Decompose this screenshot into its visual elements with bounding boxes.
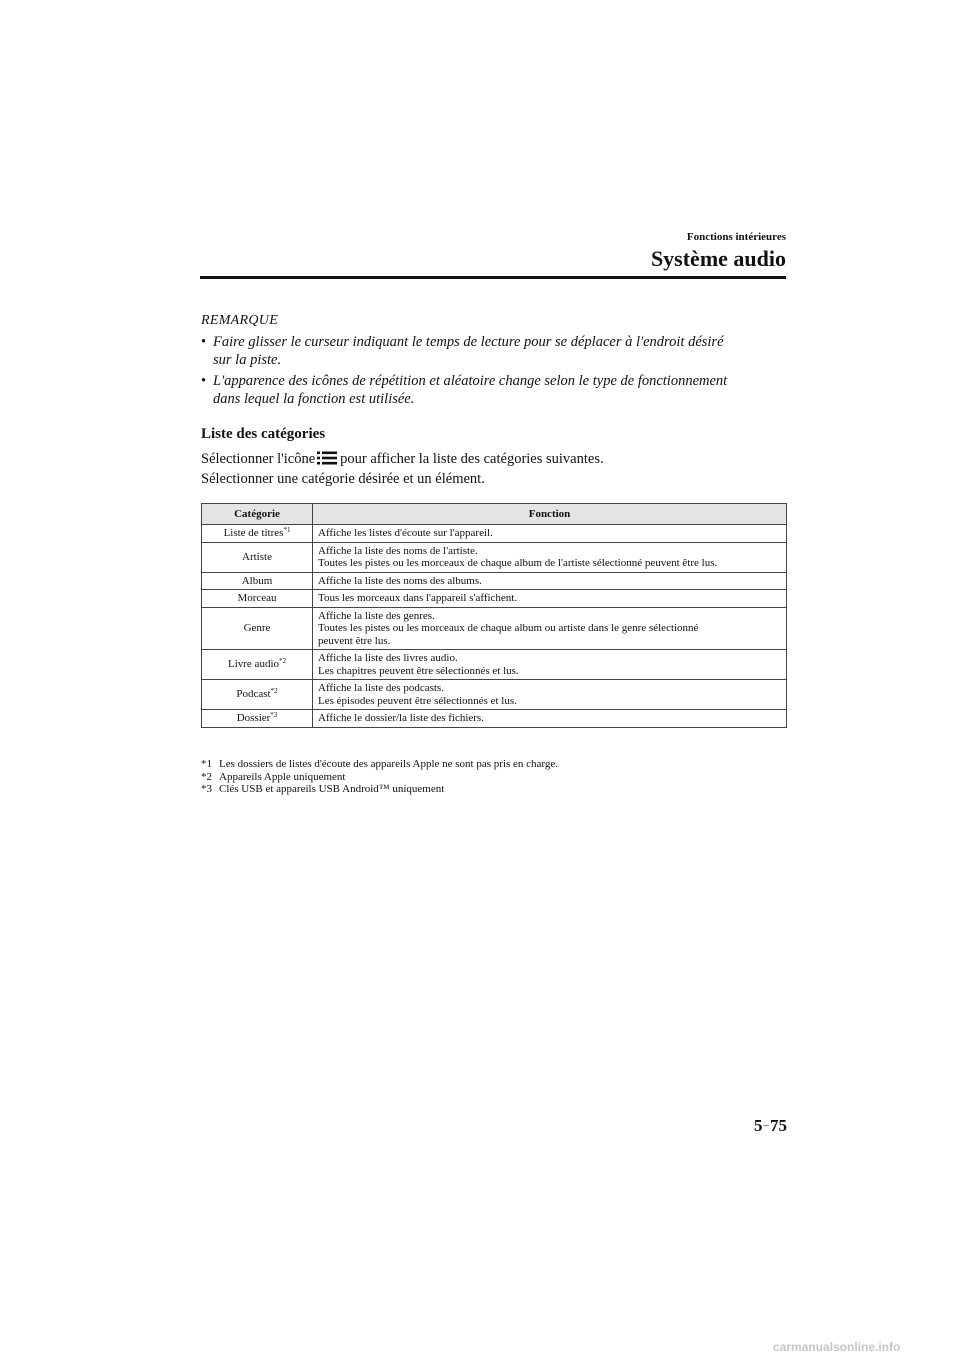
footnote bbox=[201, 771, 558, 784]
category-cell bbox=[202, 542, 313, 572]
note-item-line: Faire glisser le curseur indiquant le temps de lecture pour se déplacer à l'endroit désiré bbox=[213, 334, 724, 350]
category-cell bbox=[202, 680, 313, 710]
function-cell bbox=[313, 542, 787, 572]
table-header-row bbox=[202, 504, 787, 525]
table-row bbox=[202, 525, 787, 543]
function-line: Les épisodes peuvent être sélectionnés et lus. bbox=[318, 694, 517, 707]
footnote-mark: *2 bbox=[201, 770, 212, 783]
function-cell bbox=[313, 525, 787, 543]
running-header bbox=[651, 231, 786, 272]
footnote-reference: *1 bbox=[283, 526, 291, 534]
note-item bbox=[201, 372, 787, 408]
category-label: Podcast bbox=[236, 688, 271, 701]
function-line: Toutes les pistes ou les morceaux de chaque album ou artiste dans le genre sélectionné bbox=[318, 622, 699, 634]
function-line: Affiche les listes d'écoute sur l'appareil. bbox=[318, 527, 493, 539]
table-row bbox=[202, 650, 787, 680]
function-line: Affiche la liste des livres audio. bbox=[318, 652, 458, 664]
chapter-title: Système audio bbox=[650, 246, 786, 271]
footnote-mark: *1 bbox=[201, 758, 212, 770]
category-label: Genre bbox=[243, 622, 271, 634]
intro-text: pour afficher la liste des catégories suivantes. bbox=[340, 451, 604, 467]
category-cell bbox=[202, 607, 313, 650]
function-line: Affiche la liste des noms des albums. bbox=[318, 574, 482, 587]
category-cell bbox=[202, 590, 313, 608]
table-row bbox=[202, 607, 787, 650]
footnote-reference: *2 bbox=[279, 657, 286, 666]
category-label: Liste de titres bbox=[223, 527, 284, 539]
function-cell bbox=[313, 590, 787, 608]
function-cell bbox=[313, 572, 787, 590]
function-line: Affiche la liste des noms de l'artiste. bbox=[318, 544, 478, 557]
intro-line: Sélectionner une catégorie désirée et un élément. bbox=[201, 471, 485, 487]
table-row bbox=[202, 680, 787, 710]
bullet-icon: • bbox=[201, 334, 207, 350]
page-dash: – bbox=[763, 1119, 769, 1131]
function-cell bbox=[313, 607, 787, 650]
intro-paragraph bbox=[201, 450, 787, 488]
section-heading: Liste des catégories bbox=[201, 426, 326, 442]
footnote-reference: *3 bbox=[270, 711, 278, 719]
footnote bbox=[201, 758, 558, 771]
table-row bbox=[202, 710, 787, 728]
category-label: Livre audio bbox=[227, 658, 279, 671]
category-table bbox=[201, 503, 787, 728]
function-line: Affiche la liste des podcasts. bbox=[318, 682, 444, 694]
function-cell bbox=[313, 650, 787, 680]
list-icon bbox=[317, 451, 337, 470]
column-header-function: Fonction bbox=[313, 504, 787, 525]
category-cell bbox=[202, 710, 313, 728]
footnote-text: Clés USB et appareils USB Android™ uniquement bbox=[219, 783, 445, 795]
note-item-line: sur la piste. bbox=[213, 352, 282, 368]
bullet-icon: • bbox=[201, 373, 207, 389]
footnote-text: Les dossiers de listes d'écoute des appareils Apple ne sont pas pris en charge. bbox=[219, 758, 559, 770]
intro-line bbox=[201, 450, 787, 470]
function-line: Tous les morceaux dans l'appareil s'affichent. bbox=[318, 592, 518, 604]
page-index: 75 bbox=[770, 1116, 787, 1135]
table-row bbox=[202, 590, 787, 608]
category-label: Dossier bbox=[236, 712, 271, 724]
function-line: Affiche le dossier/la liste des fichiers. bbox=[318, 712, 484, 724]
note-title: REMARQUE bbox=[201, 313, 279, 328]
note-item bbox=[201, 333, 787, 369]
category-label: Album bbox=[241, 574, 273, 587]
column-header-category: Catégorie bbox=[202, 504, 313, 525]
function-line: Toutes les pistes ou les morceaux de chaque album de l'artiste sélectionné peuvent être lus. bbox=[318, 557, 718, 569]
category-cell bbox=[202, 525, 313, 543]
function-cell bbox=[313, 710, 787, 728]
footnote-mark: *3 bbox=[201, 783, 212, 795]
footnote-reference: *2 bbox=[270, 687, 278, 696]
table-row bbox=[202, 572, 787, 590]
intro-text: Sélectionner l'icône bbox=[201, 451, 316, 467]
watermark: carmanualsonline.info bbox=[773, 1340, 901, 1354]
section-title: Fonctions intérieures bbox=[686, 231, 786, 243]
category-label: Morceau bbox=[237, 592, 277, 604]
function-cell bbox=[313, 680, 787, 710]
header-rule bbox=[200, 276, 786, 279]
page-chapter: 5 bbox=[754, 1116, 763, 1135]
category-cell bbox=[202, 572, 313, 590]
category-cell bbox=[202, 650, 313, 680]
note-item-line: L'apparence des icônes de répétition et aléatoire change selon le type de fonctionnement bbox=[213, 373, 728, 389]
note-box bbox=[201, 312, 787, 411]
footnotes bbox=[201, 758, 558, 796]
function-line: Les chapitres peuvent être sélectionnés et lus. bbox=[318, 664, 519, 677]
page-number bbox=[754, 1116, 787, 1136]
table-row bbox=[202, 542, 787, 572]
footnote-text: Appareils Apple uniquement bbox=[219, 770, 346, 783]
footnote bbox=[201, 783, 558, 796]
function-line: Affiche la liste des genres. bbox=[318, 609, 435, 622]
function-line: peuvent être lus. bbox=[318, 634, 391, 647]
category-label: Artiste bbox=[242, 550, 272, 563]
note-item-line: dans lequel la fonction est utilisée. bbox=[213, 391, 415, 407]
